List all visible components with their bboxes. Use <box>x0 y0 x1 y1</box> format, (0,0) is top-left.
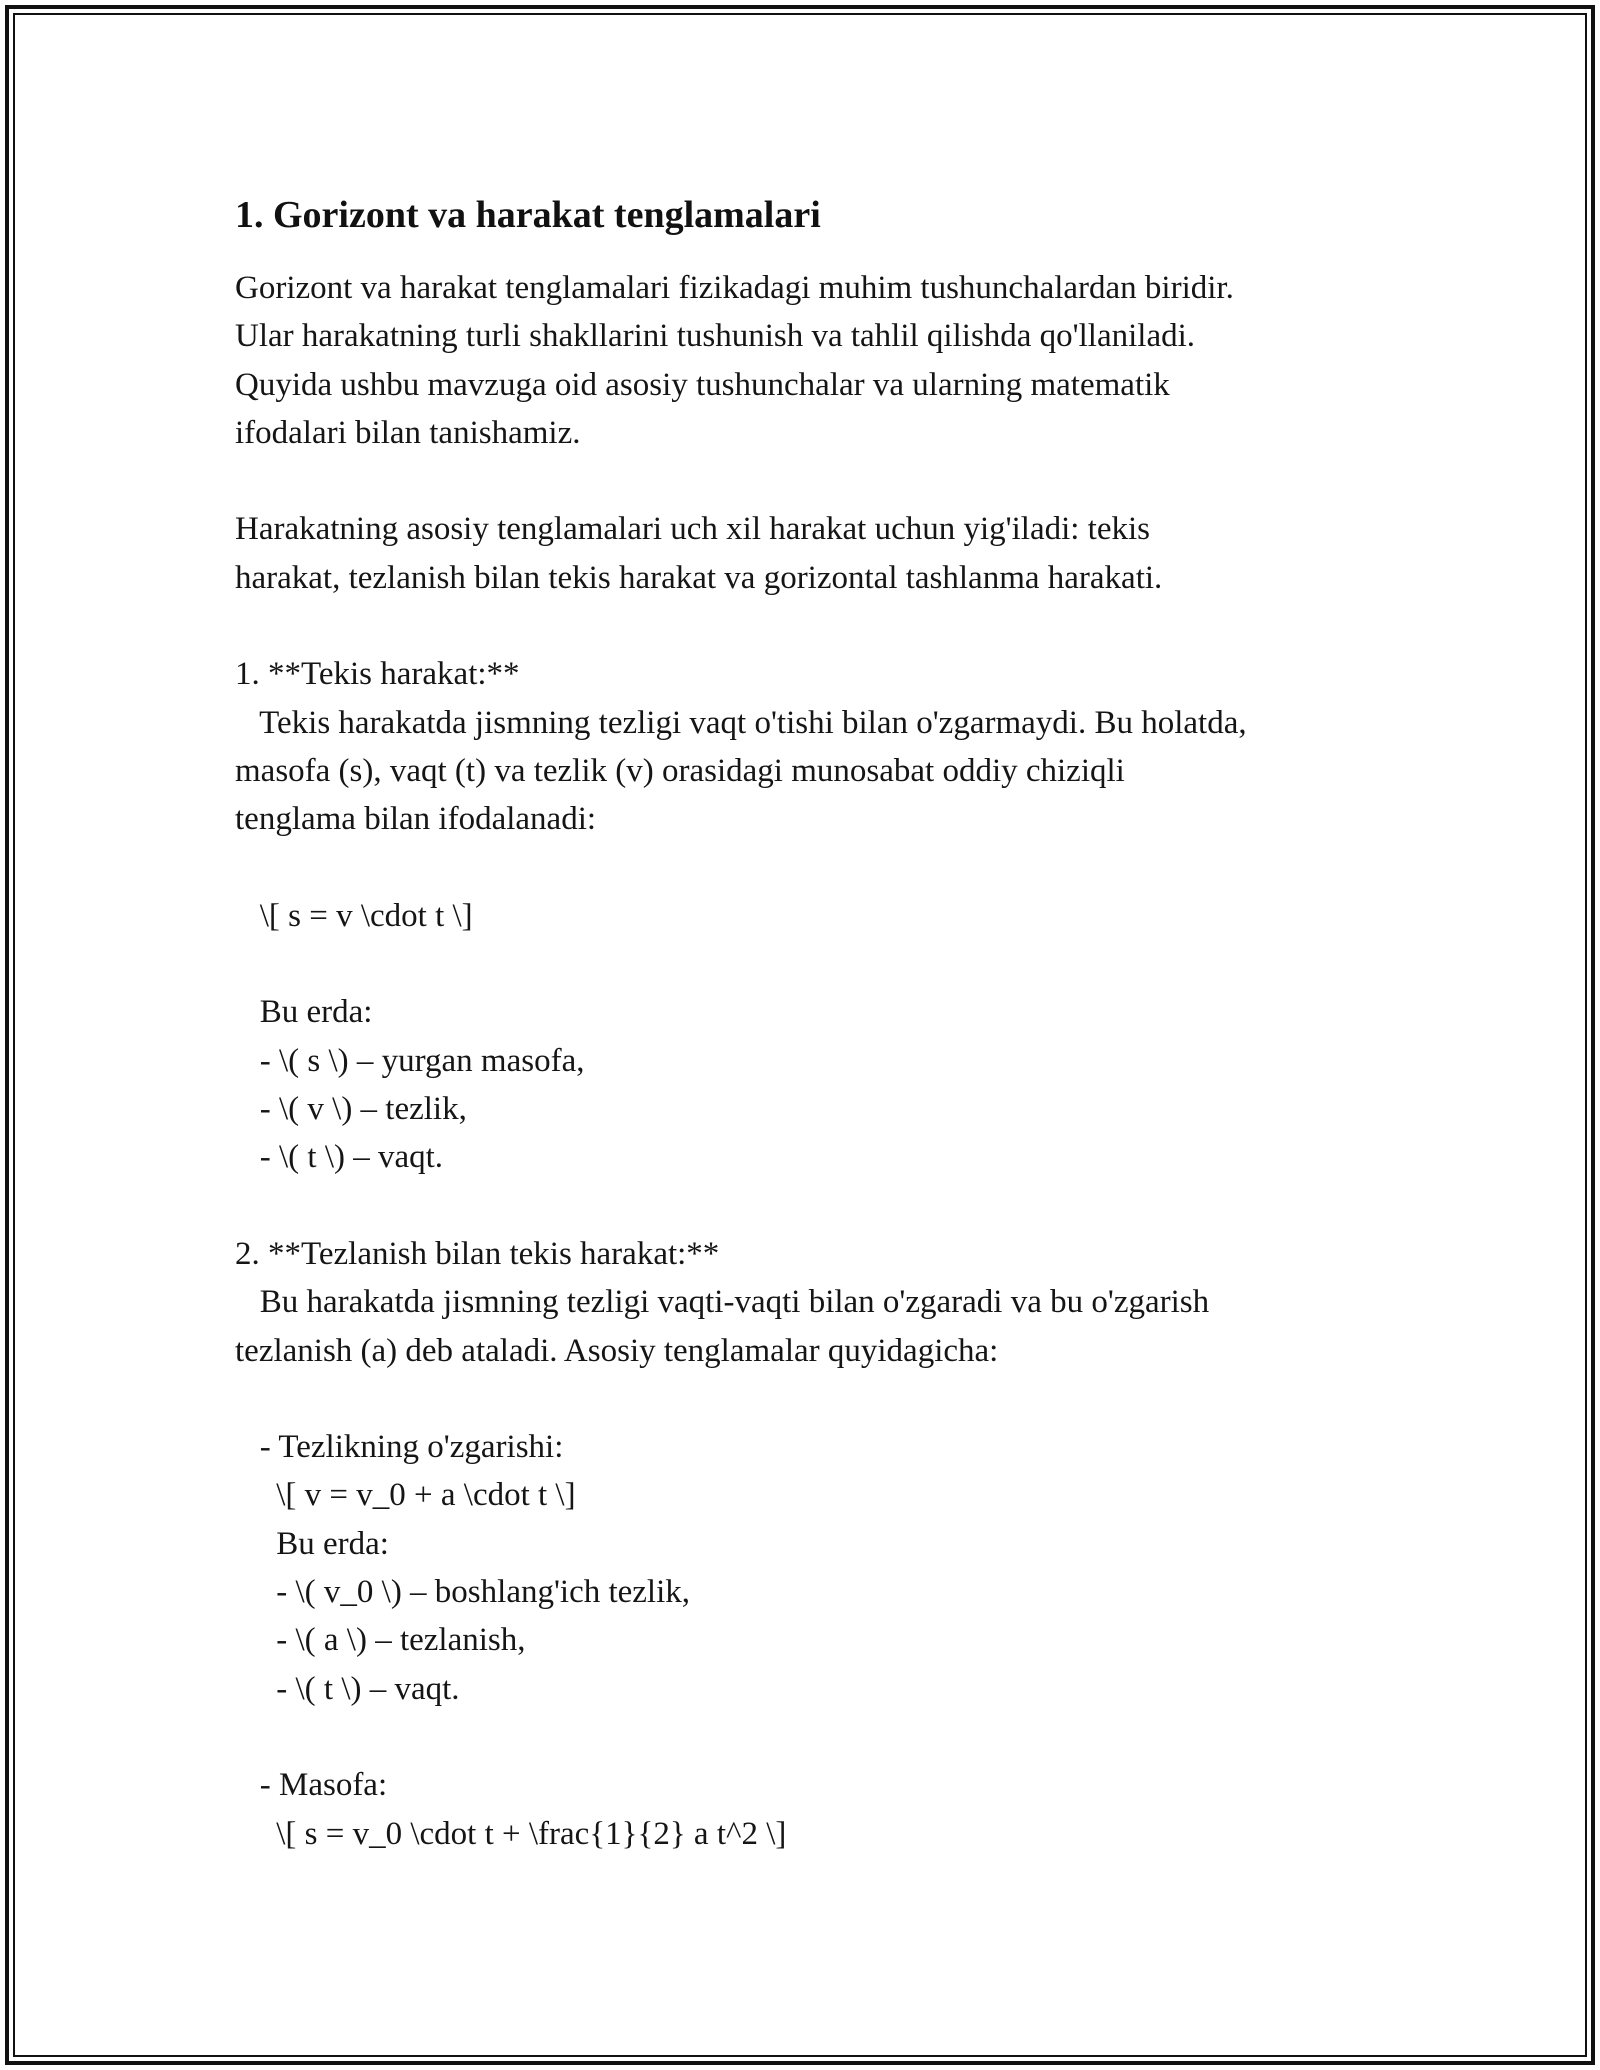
text-line: Ular harakatning turli shakllarini tushunish va tahlil qilishda qo'llaniladi. <box>235 318 1196 355</box>
blank-line <box>235 1375 1395 1423</box>
text-line: Bu erda: <box>235 1525 389 1562</box>
section-heading: 1. Gorizont va harakat tenglamalari <box>235 194 821 236</box>
blank-line <box>235 602 1395 650</box>
blank-line <box>235 457 1395 505</box>
text-line: tenglama bilan ifodalanadi: <box>235 801 597 838</box>
text-line: Quyida ushbu mavzuga oid asosiy tushunchalar va ularning matematik <box>235 366 1170 403</box>
text-line: - \( s \) – yurgan masofa, <box>235 1042 585 1079</box>
blank-line <box>235 844 1395 892</box>
text-line: tezlanish (a) deb ataladi. Asosiy tenglamalar quyidagicha: <box>235 1332 999 1369</box>
text-line: 1. **Tekis harakat:** <box>235 656 520 693</box>
text-line: harakat, tezlanish bilan tekis harakat va gorizontal tashlanma harakati. <box>235 559 1163 596</box>
text-line: ifodalari bilan tanishamiz. <box>235 414 581 451</box>
blank-line <box>235 1182 1395 1230</box>
text-line: - \( t \) – vaqt. <box>235 1670 460 1707</box>
text-line: Tekis harakatda jismning tezligi vaqt o'tishi bilan o'zgarmaydi. Bu holatda, <box>235 704 1247 741</box>
text-line: Bu harakatda jismning tezligi vaqti-vaqti bilan o'zgaradi va bu o'zgarish <box>235 1284 1210 1321</box>
text-line: - Tezlikning o'zgarishi: <box>235 1429 564 1466</box>
blank-line <box>235 940 1395 988</box>
text-line: - \( t \) – vaqt. <box>235 1139 444 1176</box>
text-line: 2. **Tezlanish bilan tekis harakat:** <box>235 1235 720 1272</box>
text-line: masofa (s), vaqt (t) va tezlik (v) orasidagi munosabat oddiy chiziqli <box>235 752 1125 789</box>
text-line: \[ s = v \cdot t \] <box>235 897 473 934</box>
document-body <box>235 186 1395 1858</box>
text-line: Gorizont va harakat tenglamalari fizikadagi muhim tushunchalardan biridir. <box>235 270 1234 306</box>
text-line: - \( a \) – tezlanish, <box>235 1622 526 1659</box>
text-line: - \( v \) – tezlik, <box>235 1091 467 1128</box>
section-text <box>235 264 1395 1858</box>
blank-line <box>235 1713 1395 1761</box>
text-line: Bu erda: <box>235 994 373 1031</box>
text-line: \[ v = v_0 + a \cdot t \] <box>235 1477 576 1514</box>
text-line: \[ s = v_0 \cdot t + \frac{1}{2} a t^2 \] <box>235 1815 787 1852</box>
text-line: Harakatning asosiy tenglamalari uch xil harakat uchun yig'iladi: tekis <box>235 511 1151 548</box>
text-line: - \( v_0 \) – boshlang'ich tezlik, <box>235 1574 691 1611</box>
text-line: - Masofa: <box>235 1767 388 1804</box>
